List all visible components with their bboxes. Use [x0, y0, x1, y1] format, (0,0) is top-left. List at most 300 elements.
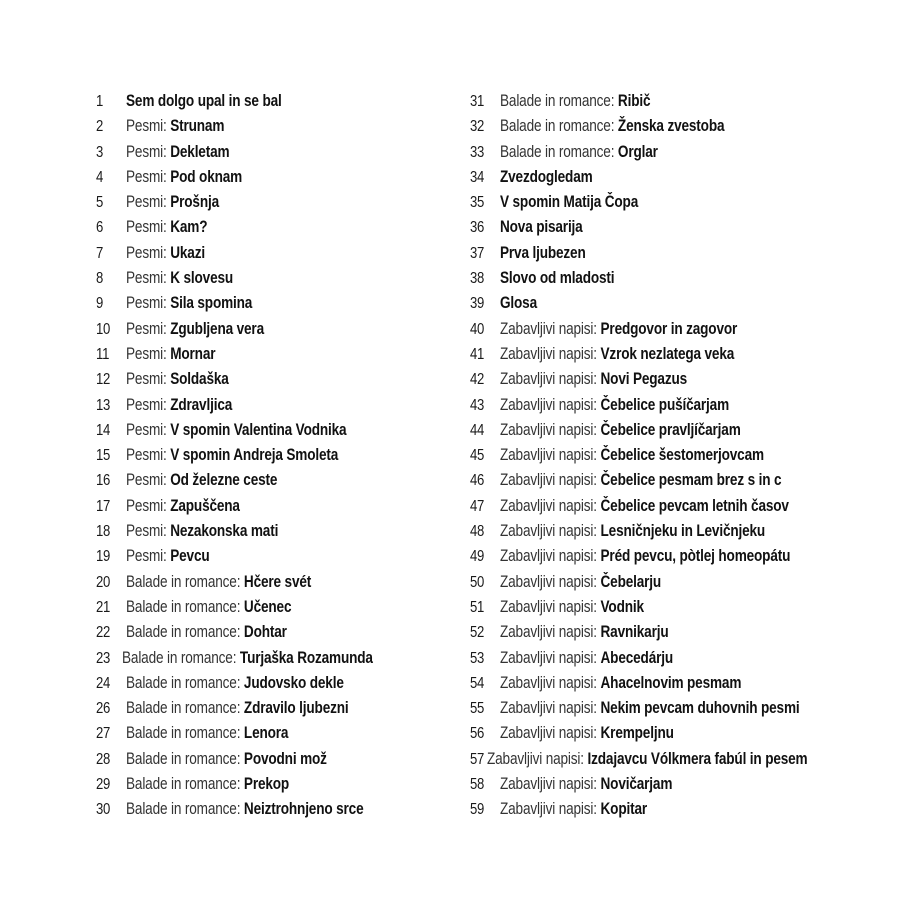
track-section: Balade in romance — [122, 647, 234, 667]
track-title: Čebelice pravljíčarjam — [600, 419, 741, 439]
track-row — [470, 214, 880, 239]
track-number: 12 — [96, 371, 111, 389]
track-number: 9 — [96, 295, 104, 313]
track-entry — [126, 189, 219, 214]
track-section: Pesmi — [126, 343, 163, 363]
track-section: Pesmi — [126, 318, 163, 338]
track-section: Zabavljivi napisi — [500, 596, 594, 616]
track-number: 20 — [96, 573, 111, 591]
track-section: Pesmi — [126, 268, 163, 288]
track-entry — [500, 265, 614, 290]
track-title: Krempeljnu — [600, 723, 674, 743]
track-title: Turjaška Rozamunda — [240, 647, 374, 667]
track-row — [470, 467, 880, 492]
track-title: Vodnik — [600, 596, 644, 616]
track-number: 51 — [470, 598, 485, 616]
track-entry — [500, 771, 672, 796]
track-entry — [126, 442, 338, 467]
track-number: 44 — [470, 421, 485, 439]
track-number: 24 — [96, 674, 111, 692]
track-title: Slovo od mladosti — [500, 268, 615, 288]
track-entry — [500, 88, 650, 113]
track-entry — [500, 341, 734, 366]
section-separator: : — [162, 495, 171, 515]
track-section: Pesmi — [126, 141, 163, 161]
track-number: 7 — [96, 244, 104, 262]
track-title: Čebelice pesmam brez s in c — [600, 470, 782, 490]
track-row — [96, 771, 436, 796]
track-entry — [500, 569, 661, 594]
track-row — [470, 442, 880, 467]
track-row — [96, 265, 436, 290]
track-number: 36 — [470, 219, 485, 237]
track-list-right-column — [470, 88, 880, 822]
track-entry — [126, 417, 346, 442]
track-entry — [500, 695, 800, 720]
track-row — [96, 493, 436, 518]
track-entry — [500, 113, 724, 138]
track-entry — [500, 645, 673, 670]
track-section: Zabavljivi napisi — [487, 748, 581, 768]
track-title: Ženska zvestoba — [617, 116, 725, 136]
track-section: Balade in romance — [126, 596, 237, 616]
track-row — [96, 214, 436, 239]
track-row — [470, 670, 880, 695]
track-row — [470, 392, 880, 417]
section-separator: : — [162, 217, 171, 237]
track-row — [470, 771, 880, 796]
track-title: Préd pevcu, pòtlej homeopátu — [600, 546, 791, 566]
section-separator: : — [593, 596, 601, 616]
track-number: 49 — [470, 548, 485, 566]
track-title: Judovsko dekle — [243, 672, 344, 692]
track-section: Pesmi — [126, 394, 163, 414]
track-entry — [500, 240, 586, 265]
track-entry — [126, 569, 311, 594]
track-number: 19 — [96, 548, 111, 566]
section-separator: : — [236, 698, 244, 718]
track-title: Prekop — [243, 774, 290, 794]
section-separator: : — [593, 394, 601, 414]
track-number: 31 — [470, 93, 485, 110]
section-separator: : — [593, 369, 601, 389]
track-row — [470, 265, 880, 290]
track-title: Zvezdogledam — [500, 166, 593, 186]
track-entry — [487, 746, 807, 771]
track-number: 39 — [470, 295, 485, 313]
track-section: Zabavljivi napisi — [500, 723, 594, 743]
track-title: Zdravilo ljubezni — [243, 698, 349, 718]
section-separator: : — [593, 647, 601, 667]
track-entry — [126, 392, 232, 417]
track-number: 16 — [96, 472, 111, 490]
track-title: Zgubljena vera — [170, 318, 264, 338]
track-entry — [500, 493, 789, 518]
track-entry — [500, 139, 658, 164]
track-title: Lenora — [243, 723, 289, 743]
track-number: 57 — [470, 750, 485, 768]
track-row — [470, 164, 880, 189]
track-section: Pesmi — [126, 445, 163, 465]
track-entry — [126, 746, 327, 771]
track-entry — [126, 619, 287, 644]
track-row — [96, 796, 436, 821]
track-entry — [122, 645, 373, 670]
track-number: 15 — [96, 447, 111, 465]
track-section: Balade in romance — [126, 774, 237, 794]
section-separator: : — [236, 748, 244, 768]
track-title: Čebelice pevcam letnih časov — [600, 495, 789, 515]
section-separator: : — [580, 748, 588, 768]
track-entry — [126, 265, 233, 290]
track-row — [470, 518, 880, 543]
track-number: 8 — [96, 270, 104, 288]
track-title: Ravnikarju — [600, 622, 669, 642]
track-section: Zabavljivi napisi — [500, 470, 594, 490]
track-title: Čebelarju — [600, 571, 662, 591]
track-number: 10 — [96, 320, 111, 338]
section-separator: : — [236, 596, 244, 616]
section-separator: : — [593, 799, 601, 819]
track-entry — [126, 316, 264, 341]
track-row — [96, 720, 436, 745]
track-title: Nezakonska mati — [170, 521, 279, 541]
track-row — [96, 695, 436, 720]
track-entry — [126, 594, 291, 619]
track-section: Pesmi — [126, 546, 163, 566]
track-section: Zabavljivi napisi — [500, 343, 594, 363]
track-title: Predgovor in zagovor — [600, 318, 738, 338]
track-row — [96, 442, 436, 467]
track-row — [470, 240, 880, 265]
track-title: Mornar — [170, 343, 216, 363]
track-title: Lesničnjeku in Levičnjeku — [600, 521, 766, 541]
track-entry — [126, 366, 229, 391]
section-separator: : — [162, 242, 171, 262]
section-separator: : — [162, 445, 171, 465]
track-list-left-column — [96, 88, 436, 822]
track-number: 55 — [470, 700, 485, 718]
section-separator: : — [162, 419, 171, 439]
track-title: Abecedárju — [600, 647, 673, 667]
track-row — [96, 113, 436, 138]
track-entry — [500, 796, 647, 821]
section-separator: : — [593, 571, 601, 591]
track-number: 17 — [96, 497, 111, 515]
track-entry — [126, 139, 229, 164]
track-title: Nekim pevcam duhovnih pesmi — [600, 698, 800, 718]
track-number: 42 — [470, 371, 485, 389]
track-title: Novi Pegazus — [600, 369, 688, 389]
track-number: 3 — [96, 143, 104, 161]
track-title: Kopitar — [600, 799, 648, 819]
track-section: Balade in romance — [500, 91, 611, 110]
track-number: 14 — [96, 421, 111, 439]
track-row — [96, 594, 436, 619]
track-entry — [500, 214, 583, 239]
track-number: 59 — [470, 801, 485, 819]
track-number: 47 — [470, 497, 485, 515]
track-section: Zabavljivi napisi — [500, 495, 594, 515]
track-row — [470, 720, 880, 745]
track-section: Pesmi — [126, 116, 163, 136]
track-title: Zdravljica — [170, 394, 233, 414]
track-title: Soldaška — [170, 369, 229, 389]
track-row — [96, 417, 436, 442]
track-row — [96, 341, 436, 366]
track-section: Zabavljivi napisi — [500, 394, 594, 414]
track-row — [470, 645, 880, 670]
track-section: Pesmi — [126, 470, 163, 490]
track-entry — [126, 88, 282, 113]
track-title: Dohtar — [243, 622, 287, 642]
section-separator: : — [593, 672, 601, 692]
track-entry — [500, 366, 687, 391]
track-row — [470, 113, 880, 138]
track-section: Zabavljivi napisi — [500, 647, 594, 667]
track-number: 11 — [96, 345, 110, 363]
track-title: Ribič — [617, 91, 651, 110]
section-separator: : — [162, 268, 171, 288]
track-entry — [500, 619, 668, 644]
section-separator: : — [593, 495, 601, 515]
track-title: Novičarjam — [600, 774, 673, 794]
track-section: Zabavljivi napisi — [500, 369, 594, 389]
track-number: 2 — [96, 118, 104, 136]
track-title: Od železne ceste — [170, 470, 278, 490]
track-number: 43 — [470, 396, 485, 414]
section-separator: : — [236, 571, 244, 591]
track-section: Pesmi — [126, 419, 163, 439]
section-separator: : — [236, 622, 244, 642]
track-number: 27 — [96, 725, 111, 743]
track-row — [96, 366, 436, 391]
track-title: Izdajavcu Vólkmera fabúl in pesem — [587, 748, 808, 768]
track-row — [470, 341, 880, 366]
track-title: Ukazi — [170, 242, 205, 262]
section-separator: : — [593, 546, 601, 566]
section-separator: : — [593, 470, 601, 490]
section-separator: : — [610, 141, 618, 161]
track-title: Pevcu — [170, 546, 210, 566]
track-entry — [126, 341, 215, 366]
track-entry — [126, 771, 289, 796]
track-section: Pesmi — [126, 521, 163, 541]
track-entry — [500, 164, 593, 189]
track-row — [470, 594, 880, 619]
track-number: 13 — [96, 396, 111, 414]
track-row — [96, 139, 436, 164]
track-row — [96, 290, 436, 315]
section-separator: : — [593, 445, 601, 465]
section-separator: : — [610, 91, 618, 110]
section-separator: : — [593, 521, 601, 541]
track-number: 5 — [96, 194, 104, 212]
section-separator: : — [162, 318, 171, 338]
track-entry — [500, 290, 537, 315]
track-number: 53 — [470, 649, 485, 667]
section-separator: : — [610, 116, 618, 136]
track-title: Kam? — [170, 217, 208, 237]
track-entry — [126, 113, 224, 138]
track-row — [96, 88, 436, 113]
track-title: Zapuščena — [170, 495, 240, 515]
track-section: Balade in romance — [126, 622, 237, 642]
track-title: Vzrok nezlatega veka — [600, 343, 735, 363]
track-section: Zabavljivi napisi — [500, 622, 594, 642]
track-section: Zabavljivi napisi — [500, 445, 594, 465]
track-section: Zabavljivi napisi — [500, 546, 594, 566]
track-entry — [126, 543, 210, 568]
track-number: 52 — [470, 624, 485, 642]
track-entry — [126, 695, 349, 720]
track-number: 56 — [470, 725, 485, 743]
track-title: Strunam — [170, 116, 225, 136]
track-section: Pesmi — [126, 369, 163, 389]
section-separator: : — [236, 723, 244, 743]
track-title: Ahacelnovim pesmam — [600, 672, 742, 692]
track-section: Zabavljivi napisi — [500, 698, 594, 718]
track-entry — [500, 417, 741, 442]
section-separator: : — [593, 622, 601, 642]
track-section: Pesmi — [126, 495, 163, 515]
track-row — [96, 746, 436, 771]
track-row — [96, 240, 436, 265]
track-number: 29 — [96, 776, 111, 794]
track-entry — [126, 493, 240, 518]
track-number: 41 — [470, 345, 485, 363]
section-separator: : — [593, 419, 601, 439]
track-title: Neiztrohnjeno srce — [243, 799, 364, 819]
track-row — [470, 189, 880, 214]
track-number: 23 — [96, 649, 111, 667]
track-row — [470, 316, 880, 341]
track-row — [470, 493, 880, 518]
track-entry — [126, 164, 242, 189]
track-section: Balade in romance — [126, 571, 237, 591]
section-separator: : — [236, 672, 244, 692]
track-entry — [126, 467, 277, 492]
track-section: Zabavljivi napisi — [500, 774, 594, 794]
track-entry — [500, 543, 790, 568]
track-entry — [500, 392, 729, 417]
track-entry — [126, 518, 278, 543]
track-row — [96, 619, 436, 644]
track-row — [470, 619, 880, 644]
track-number: 4 — [96, 168, 104, 186]
track-entry — [500, 442, 764, 467]
track-number: 30 — [96, 801, 111, 819]
track-number: 28 — [96, 750, 111, 768]
track-title: Sila spomina — [170, 293, 253, 313]
track-number: 35 — [470, 194, 485, 212]
track-title: Čebelice šestomerjovcam — [600, 445, 764, 465]
section-separator: : — [162, 343, 171, 363]
track-entry — [500, 670, 741, 695]
track-number: 38 — [470, 270, 485, 288]
track-number: 34 — [470, 168, 485, 186]
section-separator: : — [162, 293, 171, 313]
track-number: 48 — [470, 523, 485, 541]
section-separator: : — [593, 318, 601, 338]
track-entry — [126, 796, 363, 821]
track-title: Orglar — [617, 141, 658, 161]
track-title: Hčere svét — [243, 571, 312, 591]
section-separator: : — [236, 799, 244, 819]
track-number: 46 — [470, 472, 485, 490]
track-title: Pod oknam — [170, 166, 243, 186]
section-separator: : — [162, 521, 171, 541]
track-section: Balade in romance — [126, 799, 237, 819]
track-title: Sem dolgo upal in se bal — [126, 91, 282, 110]
track-number: 40 — [470, 320, 485, 338]
track-section: Zabavljivi napisi — [500, 318, 594, 338]
track-title: V spomin Valentina Vodnika — [170, 419, 347, 439]
track-section: Pesmi — [126, 166, 163, 186]
track-number: 54 — [470, 674, 485, 692]
section-separator: : — [162, 546, 171, 566]
track-entry — [500, 720, 674, 745]
track-row — [96, 392, 436, 417]
track-section: Balade in romance — [500, 141, 611, 161]
track-section: Balade in romance — [126, 748, 237, 768]
section-separator: : — [593, 698, 601, 718]
track-title: Povodni mož — [243, 748, 327, 768]
track-entry — [500, 467, 781, 492]
section-separator: : — [593, 343, 601, 363]
section-separator: : — [162, 394, 171, 414]
track-title: Glosa — [500, 293, 537, 313]
track-section: Zabavljivi napisi — [500, 672, 594, 692]
track-row — [96, 316, 436, 341]
track-row — [470, 366, 880, 391]
track-entry — [126, 240, 205, 265]
track-row — [470, 543, 880, 568]
section-separator: : — [162, 369, 171, 389]
section-separator: : — [162, 470, 171, 490]
track-number: 18 — [96, 523, 111, 541]
track-row — [96, 645, 436, 670]
track-row — [96, 670, 436, 695]
track-number: 33 — [470, 143, 485, 161]
section-separator: : — [593, 774, 601, 794]
track-section: Pesmi — [126, 242, 163, 262]
section-separator: : — [233, 647, 241, 667]
track-title: Dekletam — [170, 141, 230, 161]
track-section: Balade in romance — [126, 672, 237, 692]
track-title: Prva ljubezen — [500, 242, 586, 262]
track-section: Zabavljivi napisi — [500, 521, 594, 541]
section-separator: : — [593, 723, 601, 743]
track-number: 1 — [96, 93, 104, 110]
section-separator: : — [162, 141, 171, 161]
track-row — [96, 467, 436, 492]
track-number: 21 — [96, 598, 111, 616]
track-section: Zabavljivi napisi — [500, 799, 594, 819]
track-number: 50 — [470, 573, 485, 591]
track-title: Prošnja — [170, 192, 219, 212]
track-title: Čebelice pušíčarjam — [600, 394, 730, 414]
track-number: 6 — [96, 219, 104, 237]
track-section: Balade in romance — [500, 116, 611, 136]
track-number: 37 — [470, 244, 485, 262]
track-entry — [500, 594, 644, 619]
track-entry — [126, 214, 207, 239]
track-number: 26 — [96, 700, 111, 718]
track-title: V spomin Andreja Smoleta — [170, 445, 339, 465]
track-row — [470, 417, 880, 442]
section-separator: : — [162, 166, 171, 186]
